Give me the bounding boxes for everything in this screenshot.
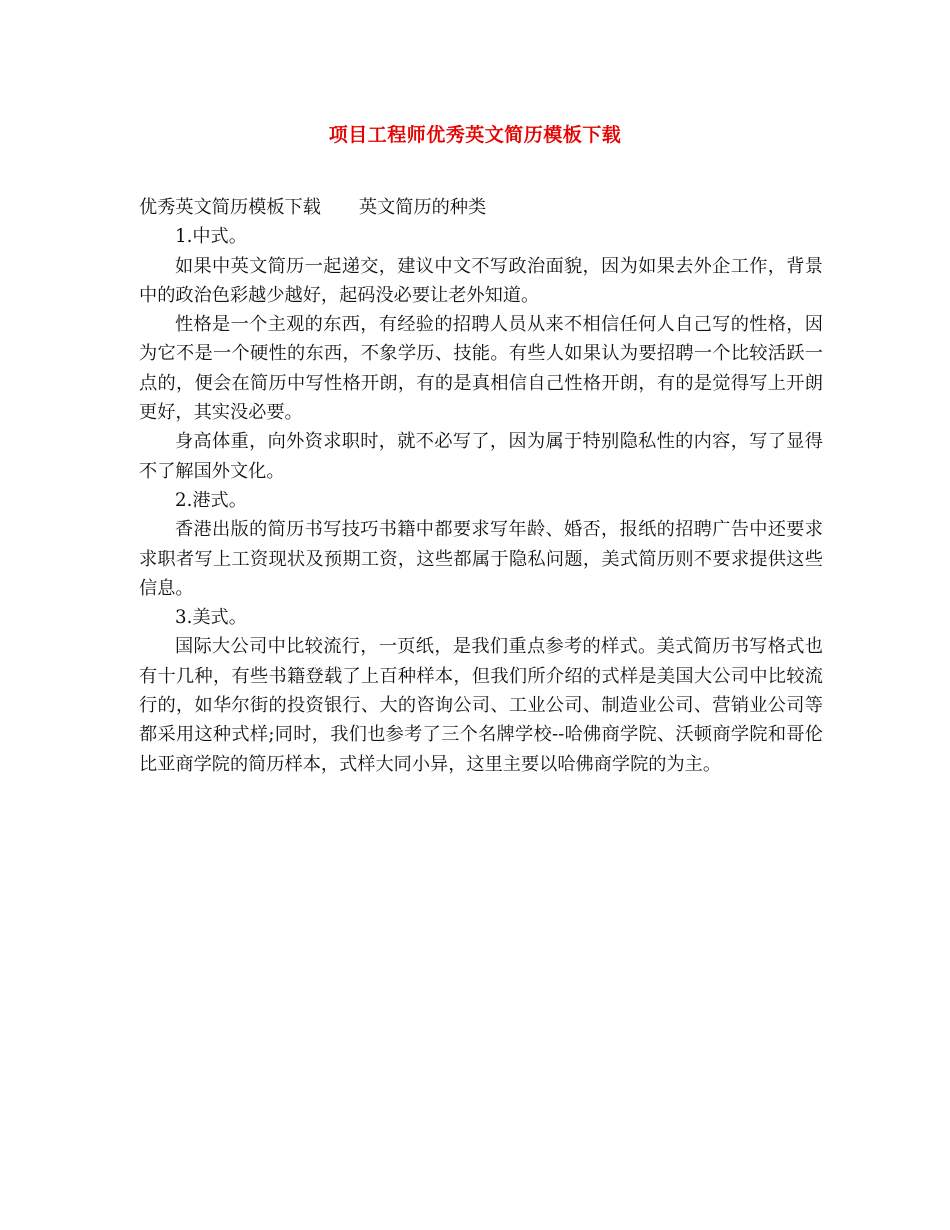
document-title: 项目工程师优秀英文简历模板下载 [328, 124, 622, 146]
paragraph-hong-kong-details: 香港出版的简历书写技巧书籍中都要求写年龄、婚否，报纸的招聘广告中还要求求职者写上工资现状及预期工资，这些都属于隐私问题，美式简历则不要求提供这些信息。 [139, 519, 823, 599]
document-body [139, 193, 823, 779]
intro-line [139, 193, 823, 222]
paragraph-american-details: 国际大公司中比较流行，一页纸，是我们重点参考的样式。美式简历书写格式也有十几种，有些书籍登载了上百种样本，但我们所介绍的式样是美国大公司中比较流行的，如华尔街的投资银行、大的咨询公司、工业公司、制造业公司、营销业公司等都采用这种式样;同时，我们也参考了三个名牌学校--哈佛商学院、沃顿商学院和哥伦比亚商学院的简历样本，式样大同小异，这里主要以哈佛商学院的为主。 [139, 636, 823, 775]
paragraph-height-weight: 身高体重，向外资求职时，就不必写了，因为属于特别隐私性的内容，写了显得不了解国外文化。 [139, 431, 823, 482]
intro-part-2: 英文简历的种类 [358, 197, 487, 218]
intro-part-1: 优秀英文简历模板下载 [139, 197, 321, 218]
section-heading-american-style: 3.美式。 [175, 607, 247, 629]
paragraph-political-background: 如果中英文简历一起递交，建议中文不写政治面貌，因为如果去外企工作，背景中的政治色彩越少越好，起码没必要让老外知道。 [139, 255, 823, 306]
section-heading-hong-kong-style: 2.港式。 [175, 489, 247, 511]
section-heading-chinese-style: 1.中式。 [175, 226, 247, 248]
paragraph-personality: 性格是一个主观的东西，有经验的招聘人员从来不相信任何人自己写的性格，因为它不是一个硬性的东西，不象学历、技能。有些人如果认为要招聘一个比较活跃一点的，便会在简历中写性格开朗，有的是真相信自己性格开朗，有的是觉得写上开朗更好，其实没必要。 [139, 314, 823, 424]
